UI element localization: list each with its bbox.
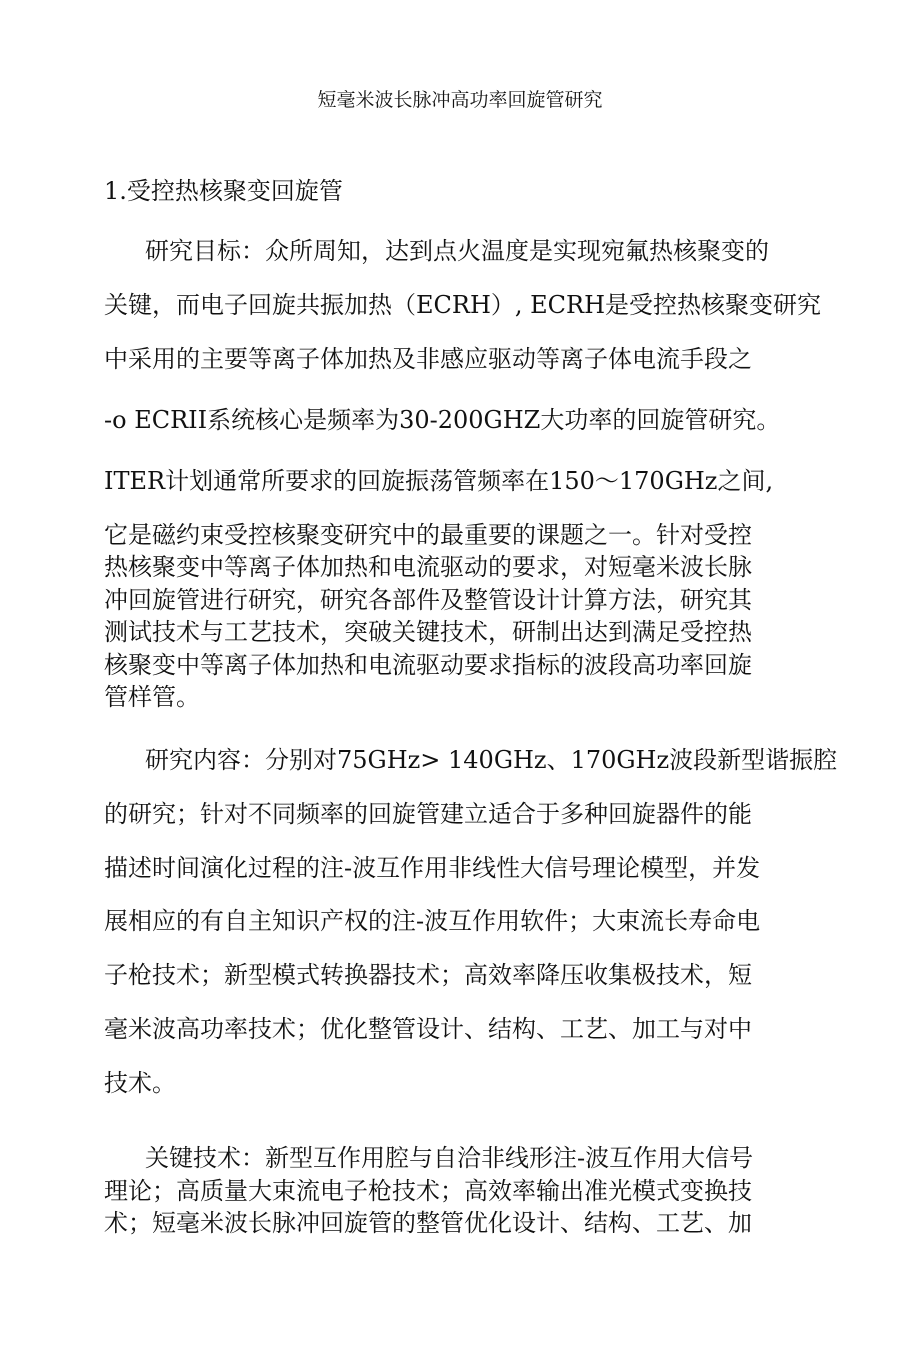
importance-line-4: 测试技术与工艺技术，突破关键技术，研制出达到满足受控热	[104, 618, 752, 646]
iter-line: ITER计划通常所要求的回旋振荡管频率在150～170GHz之间,	[104, 467, 774, 495]
key-line-1: 关键技术：新型互作用腔与自洽非线形注-波互作用大信号	[145, 1144, 754, 1172]
importance-line-6: 管样管。	[104, 683, 200, 711]
goal-line-3: 中采用的主要等离子体加热及非感应驱动等离子体电流手段之	[104, 345, 752, 373]
content-line-7: 技术。	[104, 1069, 176, 1097]
section-heading: 1.受控热核聚变回旋管	[104, 177, 343, 205]
key-line-2: 理论；高质量大束流电子枪技术；高效率输出准光模式变换技	[104, 1177, 752, 1205]
importance-line-2: 热核聚变中等离子体加热和电流驱动的要求，对短毫米波长脉	[104, 553, 752, 581]
goal-line-1: 研究目标：众所周知，达到点火温度是实现宛氟热核聚变的	[145, 237, 769, 265]
importance-line-5: 核聚变中等离子体加热和电流驱动要求指标的波段高功率回旋	[104, 651, 752, 679]
content-line-1: 研究内容：分别对75GHz> 140GHz、170GHz波段新型谐振腔	[145, 746, 838, 774]
importance-line-3: 冲回旋管进行研究，研究各部件及整管设计计算方法，研究其	[104, 586, 752, 614]
goal-line-4: -o ECRII系统核心是频率为30-200GHZ大功率的回旋管研究。	[104, 406, 781, 434]
content-line-4: 展相应的有自主知识产权的注-波互作用软件；大束流长寿命电	[104, 907, 761, 935]
document-title: 短毫米波长脉冲高功率回旋管研究	[317, 89, 603, 111]
content-line-6: 毫米波高功率技术；优化整管设计、结构、工艺、加工与对中	[104, 1015, 752, 1043]
importance-line-1: 它是磁约束受控核聚变研究中的最重要的课题之一。针对受控	[104, 521, 752, 549]
key-line-3: 术；短毫米波长脉冲回旋管的整管优化设计、结构、工艺、加	[104, 1209, 752, 1237]
content-line-5: 子枪技术；新型模式转换器技术；高效率降压收集极技术，短	[104, 961, 752, 989]
goal-line-2: 关键，而电子回旋共振加热（ECRH）, ECRH是受控热核聚变研究	[104, 291, 822, 319]
content-line-2: 的研究；针对不同频率的回旋管建立适合于多种回旋器件的能	[104, 800, 752, 828]
content-line-3: 描述时间演化过程的注-波互作用非线性大信号理论模型，并发	[104, 854, 761, 882]
